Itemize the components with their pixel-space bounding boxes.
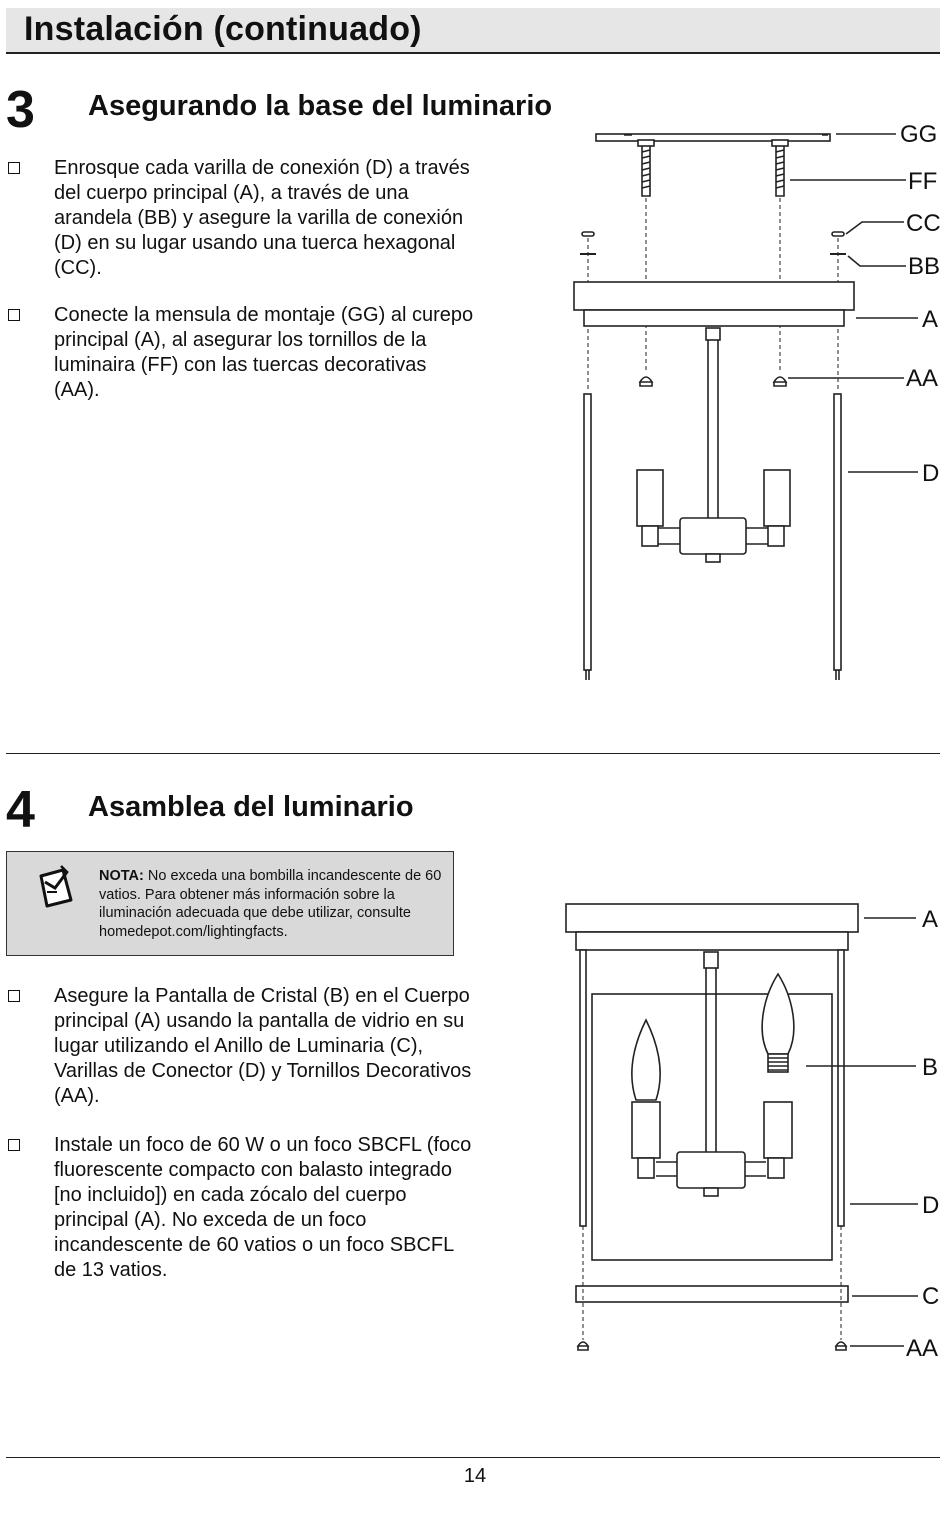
label-b: B — [922, 1054, 939, 1081]
step-3-number: 3 — [6, 81, 35, 139]
fixture-screw — [772, 140, 788, 196]
step-3-instruction-2: Conecte la mensula de montaje (GG) al curepo principal (A), al asegurar los tornillos de la luminaira (FF) con las tuercas decorativas (AA). — [54, 304, 474, 401]
label-ff: FF — [908, 168, 938, 195]
label-gg: GG — [900, 121, 938, 148]
page-title: Instalación (continuado) — [24, 10, 422, 48]
label-a: A — [922, 906, 939, 933]
step-3-diagram — [574, 134, 918, 680]
note-body: No exceda una bombilla incandescente de 60 vatios. Para obtener más información sobre la iluminación adecuada que debe utilizar, consulte homedepot.com/lightingfacts. — [99, 868, 442, 940]
step-3-title: Asegurando la base del luminario — [88, 90, 553, 122]
label-d: D — [922, 1192, 940, 1219]
label-a: A — [922, 306, 939, 333]
step-4-instruction-2: Instale un foco de 60 W o un foco SBCFL (foco fluorescente compacto con balasto integrado [no incluido]) en cada zócalo del cuerpo principal (A). No exceda de un foco incandescente de 60 vatios o un foco SBCFL de 13 vatios. — [54, 1134, 472, 1281]
label-bb: BB — [908, 253, 941, 280]
step-4-instruction-1: Asegure la Pantalla de Cristal (B) en el Cuerpo principal (A) usando la pantalla de vidrio en su lugar utilizando el Anillo de Luminaria (C), Varillas de Conector (D) y Tornillos Decorativos (AA). — [54, 985, 472, 1107]
step-4-number: 4 — [6, 781, 35, 839]
label-aa: AA — [906, 1335, 939, 1362]
step-3-instruction-1: Enrosque cada varilla de conexión (D) a través del cuerpo principal (A), a través de una arandela (BB) y asegure la varilla de conexión (D) en su lugar usando una tuerca hexagonal (CC). — [54, 157, 470, 279]
label-aa: AA — [906, 365, 939, 392]
note-label: NOTA: — [99, 868, 144, 884]
step-4-title: Asamblea del luminario — [88, 791, 414, 823]
fixture-screw — [638, 140, 654, 196]
label-c: C — [922, 1283, 940, 1310]
page-number: 14 — [463, 1465, 487, 1487]
label-cc: CC — [906, 210, 941, 237]
step-4-diagram — [566, 904, 918, 1350]
label-d: D — [922, 460, 940, 487]
